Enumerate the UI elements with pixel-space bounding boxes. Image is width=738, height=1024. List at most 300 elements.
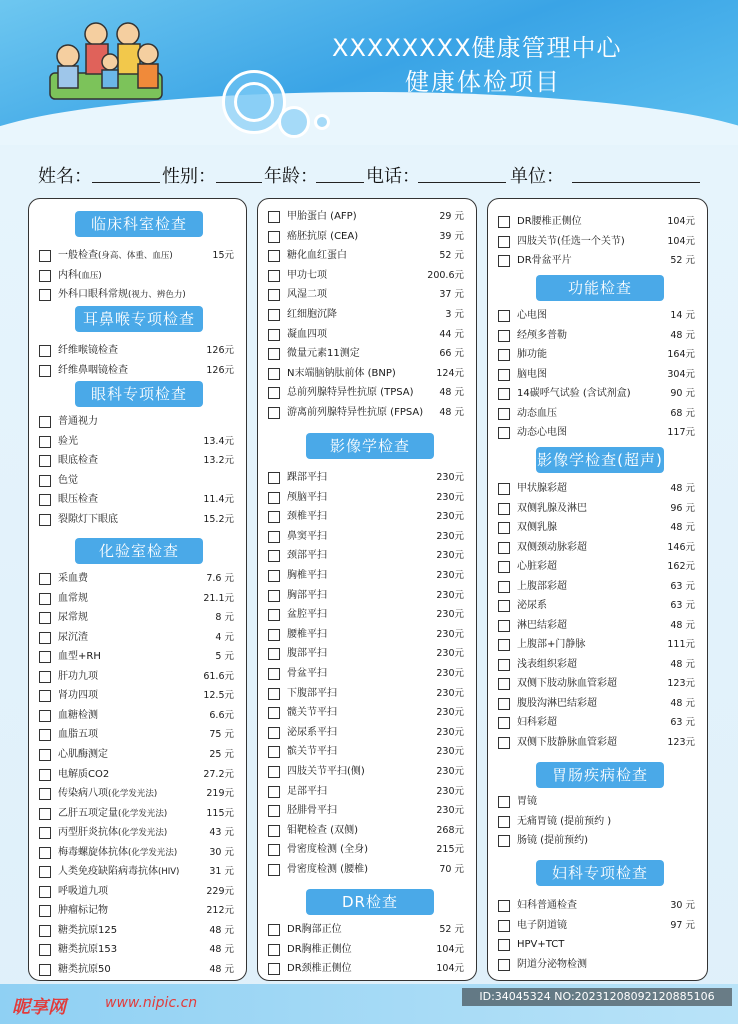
item-checkbox[interactable] <box>268 348 280 360</box>
item-name: 胫腓骨平扫 <box>287 805 337 817</box>
item-name: 14碳呼气试验 (含试剂盒) <box>517 388 631 399</box>
exam-item-row <box>39 511 238 529</box>
item-name: 微量元素11测定 <box>287 348 360 360</box>
item-price: 230元 <box>436 472 464 483</box>
item-checkbox[interactable] <box>268 309 280 321</box>
item-checkbox[interactable] <box>498 483 510 495</box>
section-header: 化验室检查 <box>75 538 203 564</box>
item-name: 传染病八项(化学发光法) <box>58 788 158 800</box>
item-checkbox[interactable] <box>498 522 510 534</box>
item-checkbox[interactable] <box>268 944 280 956</box>
item-name: 肠镜 (提前预约) <box>517 835 588 846</box>
item-price: 104元 <box>667 216 695 227</box>
item-checkbox[interactable] <box>498 717 510 729</box>
item-checkbox[interactable] <box>498 600 510 612</box>
item-price: 30 元 <box>209 846 234 858</box>
item-price: 14 元 <box>670 310 695 321</box>
exam-item-row <box>498 307 699 325</box>
item-checkbox[interactable] <box>39 671 51 683</box>
exam-item-row <box>498 897 699 915</box>
item-checkbox[interactable] <box>498 561 510 573</box>
exam-item-row <box>268 384 468 402</box>
item-price: 230元 <box>436 511 464 523</box>
header-banner <box>0 0 738 145</box>
gender-label: 性别： <box>162 166 216 187</box>
item-name: 无痛胃镜 (提前预约 ) <box>517 815 612 827</box>
item-checkbox[interactable] <box>498 835 510 847</box>
item-checkbox[interactable] <box>39 632 51 644</box>
item-checkbox[interactable] <box>498 388 510 400</box>
item-price: 111元 <box>667 639 695 650</box>
item-name: 淋巴结彩超 <box>517 619 567 631</box>
exam-item-row <box>498 405 699 423</box>
section-header: 胃肠疾病检查 <box>536 762 664 788</box>
item-price: 230元 <box>436 570 464 581</box>
exam-item-row <box>39 629 238 647</box>
item-checkbox[interactable] <box>498 349 510 361</box>
item-checkbox[interactable] <box>268 746 280 758</box>
item-checkbox[interactable] <box>268 688 280 700</box>
exam-item-row <box>39 342 238 360</box>
item-checkbox[interactable] <box>39 514 51 526</box>
gender-field[interactable] <box>216 182 262 183</box>
item-checkbox[interactable] <box>498 581 510 593</box>
item-checkbox[interactable] <box>39 612 51 624</box>
section-header: 影像学检查(超声) <box>536 447 664 473</box>
item-name: 颈部平扫 <box>287 550 327 562</box>
exam-item-row <box>268 365 468 383</box>
item-name: 四肢关节(任选一个关节) <box>517 235 625 247</box>
exam-item-row <box>268 547 468 565</box>
item-checkbox[interactable] <box>268 368 280 380</box>
item-checkbox[interactable] <box>268 472 280 484</box>
item-name: 腰椎平扫 <box>287 628 327 640</box>
exam-item-row <box>39 824 238 842</box>
item-checkbox[interactable] <box>498 698 510 710</box>
item-name: 胸部平扫 <box>287 589 327 601</box>
exam-item-row <box>268 861 468 879</box>
item-name: DR胸部正位 <box>287 924 342 935</box>
item-price: 27.2元 <box>203 768 234 780</box>
item-checkbox[interactable] <box>39 494 51 506</box>
item-checkbox[interactable] <box>39 365 51 377</box>
item-name: 血脂五项 <box>58 729 98 741</box>
item-price: 4 元 <box>215 631 234 643</box>
item-checkbox[interactable] <box>39 270 51 282</box>
item-price: 13.4元 <box>203 435 234 447</box>
item-name: 验光 <box>58 435 78 447</box>
item-checkbox[interactable] <box>268 963 280 975</box>
exam-item-row <box>268 645 468 663</box>
item-price: 48 元 <box>439 407 464 418</box>
exam-item-row <box>498 346 699 364</box>
exam-item-row <box>39 844 238 862</box>
item-checkbox[interactable] <box>39 925 51 937</box>
item-price: 230元 <box>436 805 464 817</box>
item-checkbox[interactable] <box>39 827 51 839</box>
item-checkbox[interactable] <box>39 250 51 262</box>
item-name: 阴道分泌物检测 <box>517 958 587 970</box>
item-note: (血压) <box>78 270 102 281</box>
item-checkbox[interactable] <box>39 289 51 301</box>
item-checkbox[interactable] <box>268 570 280 582</box>
exam-item-row <box>268 286 468 304</box>
item-checkbox[interactable] <box>39 905 51 917</box>
item-checkbox[interactable] <box>268 250 280 262</box>
exam-item-row <box>39 668 238 686</box>
exam-item-row <box>268 626 468 644</box>
item-price: 230元 <box>436 628 464 640</box>
age-field[interactable] <box>316 182 364 183</box>
item-checkbox[interactable] <box>39 729 51 741</box>
item-name: 眼压检查 <box>58 494 98 506</box>
item-price: 5 元 <box>215 651 234 663</box>
exam-item-row <box>498 519 699 537</box>
item-checkbox[interactable] <box>498 503 510 515</box>
item-price: 230元 <box>436 726 464 738</box>
item-checkbox[interactable] <box>268 387 280 399</box>
item-checkbox[interactable] <box>498 369 510 381</box>
item-checkbox[interactable] <box>498 310 510 322</box>
item-checkbox[interactable] <box>498 959 510 971</box>
item-name: 鼻窦平扫 <box>287 530 327 542</box>
item-name: 经颅多普勒 <box>517 329 567 341</box>
item-name: 纤维喉镜检查 <box>58 345 118 356</box>
exam-item-row <box>268 345 468 363</box>
item-checkbox[interactable] <box>268 289 280 301</box>
item-name: 肿瘤标记物 <box>58 905 108 917</box>
item-price: 70 元 <box>439 864 464 875</box>
item-name: 纤维鼻咽镜检查 <box>58 364 128 376</box>
item-note: (化学发光法) <box>108 789 158 800</box>
item-name: 呼吸道九项 <box>58 885 108 897</box>
item-name: 尿沉渣 <box>58 631 88 643</box>
item-price: 230元 <box>436 589 464 601</box>
item-name: 心脏彩超 <box>517 561 557 572</box>
item-price: 200.6元 <box>427 269 464 281</box>
center-title: XXXXXXXX健康管理中心 <box>332 34 622 62</box>
exam-item-row <box>268 783 468 801</box>
exam-item-row <box>498 578 699 596</box>
item-checkbox[interactable] <box>268 766 280 778</box>
item-name: 血糖检测 <box>58 709 98 721</box>
item-price: 212元 <box>206 905 234 917</box>
exam-item-row <box>498 385 699 403</box>
exam-item-row <box>268 228 468 246</box>
item-price: 230元 <box>436 648 464 660</box>
item-checkbox[interactable] <box>498 330 510 342</box>
item-checkbox[interactable] <box>268 924 280 936</box>
item-price: 48 元 <box>209 964 234 975</box>
item-name: 双侧乳腺 <box>517 522 557 533</box>
item-price: 15元 <box>212 250 234 261</box>
item-checkbox[interactable] <box>498 408 510 420</box>
exam-item-row <box>39 590 238 608</box>
item-price: 29 元 <box>439 211 464 222</box>
item-checkbox[interactable] <box>39 416 51 428</box>
age-label: 年龄： <box>264 166 318 187</box>
exam-item-row <box>39 766 238 784</box>
item-note: (视力、辨色力) <box>128 290 186 301</box>
item-name: N末端脑钠肽前体 (BNP) <box>287 367 396 379</box>
item-checkbox[interactable] <box>268 609 280 621</box>
watermark-id: ID:34045324 NO:20231208092120885106 <box>462 988 732 1006</box>
item-name: 肺功能 <box>517 349 547 360</box>
item-price: 31 元 <box>209 866 234 878</box>
item-checkbox[interactable] <box>268 864 280 876</box>
item-checkbox[interactable] <box>498 737 510 749</box>
item-checkbox[interactable] <box>39 944 51 956</box>
item-checkbox[interactable] <box>39 788 51 800</box>
exam-item-row <box>268 247 468 265</box>
item-checkbox[interactable] <box>268 329 280 341</box>
item-checkbox[interactable] <box>268 511 280 523</box>
item-price: 39 元 <box>439 230 464 242</box>
exam-item-row <box>268 326 468 344</box>
item-name: 腹部平扫 <box>287 648 327 660</box>
exam-item-row <box>39 805 238 823</box>
item-checkbox[interactable] <box>498 939 510 951</box>
item-name: 双侧乳腺及淋巴 <box>517 502 587 514</box>
item-name: 骨密度检测 (全身) <box>287 844 368 856</box>
item-checkbox[interactable] <box>268 231 280 243</box>
item-checkbox[interactable] <box>39 593 51 605</box>
item-price: 12.5元 <box>203 690 234 702</box>
exam-item-row <box>39 433 238 451</box>
item-checkbox[interactable] <box>39 808 51 820</box>
item-checkbox[interactable] <box>268 550 280 562</box>
unit-field[interactable] <box>572 182 700 183</box>
item-name: 盆腔平扫 <box>287 609 327 621</box>
item-checkbox[interactable] <box>39 455 51 467</box>
item-name: 颅脑平扫 <box>287 491 327 503</box>
item-name: 红细胞沉降 <box>287 309 337 320</box>
item-name: 双侧下肢动脉血管彩超 <box>517 678 617 689</box>
item-name: 电解质CO2 <box>58 768 110 780</box>
item-name: 游离前列腺特异性抗原 (FPSA) <box>287 407 424 418</box>
exam-item-row <box>268 508 468 526</box>
section-header: 临床科室检查 <box>75 211 203 237</box>
item-checkbox[interactable] <box>39 436 51 448</box>
exam-item-row <box>268 528 468 546</box>
item-name: 风湿二项 <box>287 289 327 301</box>
item-checkbox[interactable] <box>498 542 510 554</box>
item-checkbox[interactable] <box>268 668 280 680</box>
item-name: 乙肝五项定量(化学发光法) <box>58 807 168 819</box>
item-note: (身高、体重、血压) <box>98 251 173 261</box>
exam-item-row <box>39 707 238 725</box>
item-price: 96 元 <box>670 502 695 514</box>
exam-item-row <box>498 500 699 518</box>
item-checkbox[interactable] <box>268 270 280 282</box>
item-name: 人类免疫缺陷病毒抗体(HIV) <box>58 866 180 878</box>
exam-item-row <box>268 306 468 324</box>
item-name: DR腰椎正侧位 <box>517 216 582 227</box>
exam-item-row <box>268 208 468 226</box>
exam-item-row <box>39 941 238 959</box>
item-price: 230元 <box>436 766 464 777</box>
item-name: 颈椎平扫 <box>287 511 327 523</box>
item-checkbox[interactable] <box>39 345 51 357</box>
item-checkbox[interactable] <box>498 678 510 690</box>
exam-item-row <box>498 636 699 654</box>
item-name: 丙型肝炎抗体(化学发光法) <box>58 827 168 839</box>
exam-item-row <box>39 726 238 744</box>
exam-item-row <box>498 793 699 811</box>
exam-item-row <box>268 567 468 585</box>
item-price: 63 元 <box>670 717 695 728</box>
item-price: 48 元 <box>670 658 695 670</box>
item-price: 37 元 <box>439 289 464 301</box>
item-checkbox[interactable] <box>39 964 51 976</box>
item-checkbox[interactable] <box>268 786 280 798</box>
item-price: 66 元 <box>439 348 464 360</box>
exam-item-row <box>498 597 699 615</box>
item-price: 52 元 <box>439 924 464 935</box>
item-price: 230元 <box>436 530 464 542</box>
exam-item-row <box>268 267 468 285</box>
item-name: 钼靶检查 (双侧) <box>287 824 358 836</box>
item-name: DR骨盆平片 <box>517 255 572 266</box>
item-price: 162元 <box>667 561 695 572</box>
item-name: 一般检查(身高、体重、血压) <box>58 250 173 261</box>
item-checkbox[interactable] <box>39 573 51 585</box>
item-name: 胸椎平扫 <box>287 570 327 581</box>
exam-item-row <box>498 813 699 831</box>
exam-item-row <box>268 960 468 978</box>
item-price: 126元 <box>206 364 234 376</box>
exam-item-row <box>268 763 468 781</box>
item-checkbox[interactable] <box>268 531 280 543</box>
item-name: HPV+TCT <box>517 939 565 950</box>
item-checkbox[interactable] <box>498 900 510 912</box>
item-checkbox[interactable] <box>39 475 51 487</box>
item-name: 足部平扫 <box>287 785 327 797</box>
exam-item-row <box>498 539 699 557</box>
item-checkbox[interactable] <box>268 825 280 837</box>
item-checkbox[interactable] <box>498 620 510 632</box>
item-checkbox[interactable] <box>268 844 280 856</box>
exam-item-row <box>498 956 699 974</box>
phone-field[interactable] <box>418 182 506 183</box>
item-checkbox[interactable] <box>498 920 510 932</box>
exam-item-row <box>498 424 699 442</box>
item-name: 胃镜 <box>517 796 537 807</box>
item-price: 48 元 <box>670 619 695 631</box>
item-checkbox[interactable] <box>39 847 51 859</box>
item-checkbox[interactable] <box>39 886 51 898</box>
exam-item-row <box>268 802 468 820</box>
item-name: 电子阴道镜 <box>517 919 567 931</box>
item-checkbox[interactable] <box>268 407 280 419</box>
exam-item-row <box>39 491 238 509</box>
item-price: 230元 <box>436 785 464 797</box>
item-price: 8 元 <box>215 612 234 624</box>
item-checkbox[interactable] <box>39 710 51 722</box>
item-price: 90 元 <box>670 388 695 399</box>
item-name: 腹股沟淋巴结彩超 <box>517 697 597 709</box>
column-2 <box>257 198 477 981</box>
exam-item-row <box>268 665 468 683</box>
item-checkbox[interactable] <box>268 727 280 739</box>
item-note: (HIV) <box>158 867 180 878</box>
item-checkbox[interactable] <box>498 639 510 651</box>
exam-item-row <box>39 863 238 881</box>
item-checkbox[interactable] <box>498 255 510 267</box>
item-checkbox[interactable] <box>498 816 510 828</box>
item-checkbox[interactable] <box>268 805 280 817</box>
item-name: 脑电图 <box>517 368 547 380</box>
exam-item-row <box>268 587 468 605</box>
column-1 <box>28 198 247 981</box>
item-checkbox[interactable] <box>268 492 280 504</box>
item-checkbox[interactable] <box>39 749 51 761</box>
item-checkbox[interactable] <box>39 769 51 781</box>
exam-item-row <box>498 480 699 498</box>
unit-label: 单位： <box>510 166 564 187</box>
exam-item-row <box>39 452 238 470</box>
item-name: 凝血四项 <box>287 328 327 340</box>
item-price: 48 元 <box>209 924 234 936</box>
item-checkbox[interactable] <box>498 659 510 671</box>
item-price: 230元 <box>436 491 464 503</box>
item-name: 采血费 <box>58 573 88 584</box>
item-checkbox[interactable] <box>268 707 280 719</box>
item-checkbox[interactable] <box>39 866 51 878</box>
bubbles-decoration <box>222 70 342 145</box>
family-illustration <box>46 18 166 103</box>
item-checkbox[interactable] <box>498 236 510 248</box>
item-price: 97 元 <box>670 919 695 931</box>
item-price: 215元 <box>436 844 464 856</box>
item-price: 229元 <box>206 885 234 897</box>
item-name: 踝部平扫 <box>287 472 327 483</box>
item-price: 230元 <box>436 550 464 562</box>
item-price: 164元 <box>667 349 695 360</box>
item-checkbox[interactable] <box>268 590 280 602</box>
name-field[interactable] <box>92 182 160 183</box>
item-checkbox[interactable] <box>498 216 510 228</box>
item-note: (化学发光法) <box>118 828 168 839</box>
item-checkbox[interactable] <box>39 651 51 663</box>
item-checkbox[interactable] <box>268 629 280 641</box>
exam-item-row <box>39 413 238 431</box>
exam-item-row <box>498 734 699 752</box>
section-header: 妇科专项检查 <box>536 860 664 886</box>
item-price: 15.2元 <box>203 513 234 525</box>
item-price: 44 元 <box>439 328 464 340</box>
item-name: 糖类抗原125 <box>58 924 118 936</box>
personal-info-row <box>0 160 738 190</box>
item-price: 63 元 <box>670 600 695 611</box>
item-price: 123元 <box>667 678 695 689</box>
item-checkbox[interactable] <box>498 796 510 808</box>
exam-item-row <box>39 883 238 901</box>
item-checkbox[interactable] <box>268 648 280 660</box>
item-price: 124元 <box>436 367 464 379</box>
item-checkbox[interactable] <box>268 211 280 223</box>
exam-item-row <box>268 704 468 722</box>
item-name: 裂隙灯下眼底 <box>58 513 118 525</box>
exam-item-row <box>498 252 699 270</box>
item-name: 内科(血压) <box>58 269 102 281</box>
item-name: 甲功七项 <box>287 269 327 281</box>
item-checkbox[interactable] <box>39 690 51 702</box>
item-name: 动态血压 <box>517 407 557 419</box>
item-price: 48 元 <box>670 329 695 341</box>
item-checkbox[interactable] <box>498 427 510 439</box>
item-name: 双侧颈动脉彩超 <box>517 541 587 553</box>
